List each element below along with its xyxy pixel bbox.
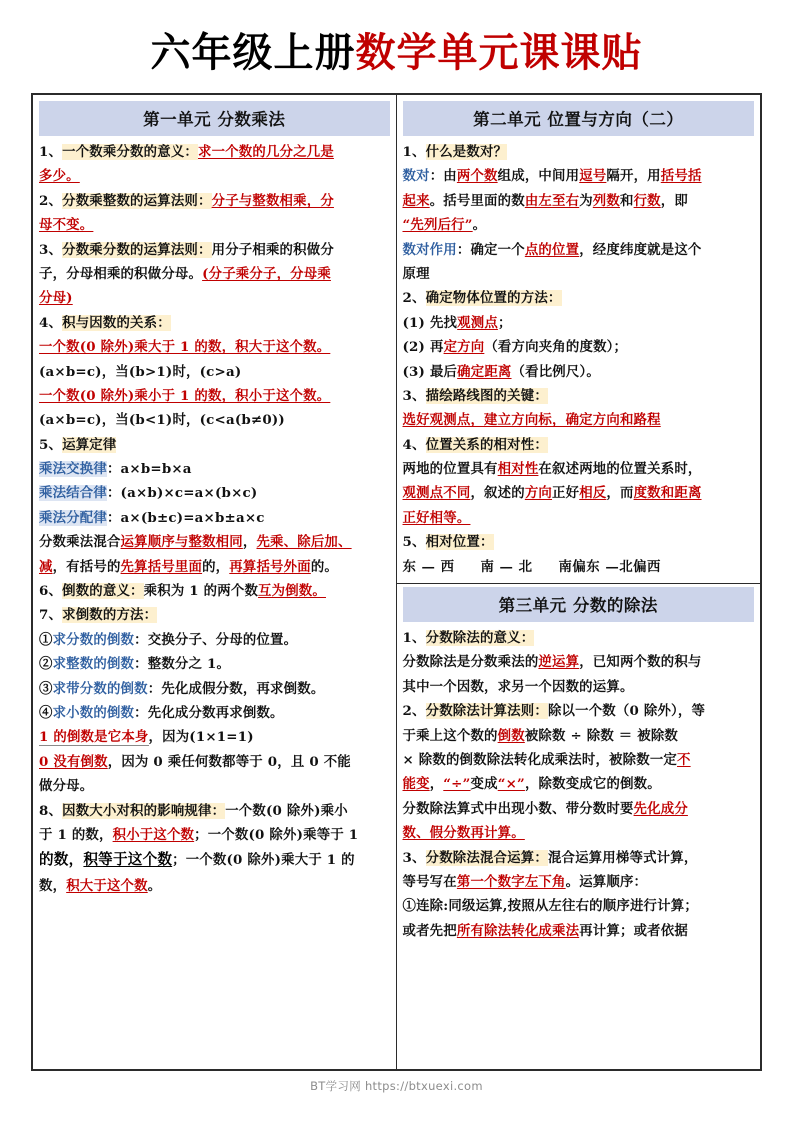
- unit1-item1-num: 1、: [39, 144, 63, 160]
- unit1-item4-r2: (a×b=c)，当(b>1)时，(c>a): [39, 363, 242, 380]
- unit2-item4-label: 位置关系的相对性：: [425, 436, 548, 453]
- unit3-item1-num: 1、: [402, 630, 426, 647]
- unit2-item2-p1-t2: ；: [497, 314, 512, 331]
- unit3-item2-r2: 不: [677, 751, 691, 768]
- page-title: [0, 0, 793, 86]
- unit1-item8-t7: 。: [147, 877, 162, 894]
- unit2-item4-r2: 观测点不同: [402, 485, 471, 502]
- unit2-item4-line4: [403, 506, 755, 530]
- unit2-item2-p1-r: 观测点: [457, 314, 498, 331]
- unit3-item1-t3: 其中一个因数，求另一个因数的运算。: [402, 678, 634, 695]
- unit2-item4-r3: 方向: [524, 485, 553, 502]
- unit2-item1-ut3: 原理: [402, 265, 430, 282]
- unit3-item3-r1: 第一个数字左下角: [456, 873, 566, 890]
- unit1-item8-t2: 于 1 的数，: [39, 826, 113, 843]
- unit1-item7-num: 7、: [39, 607, 63, 624]
- unit3-item3-s1: ①连除:同级运算,按照从左往右的顺序进行计算；: [402, 898, 698, 915]
- unit3-item1-line3: [403, 675, 755, 699]
- unit2-item1-dr1: 两个数: [456, 168, 498, 185]
- unit3-item2-line5: [403, 797, 755, 821]
- unit2-item1-def3: [403, 213, 755, 237]
- unit3-item3-line4: [403, 919, 755, 943]
- unit2-item1-dt1: ：由: [429, 168, 457, 185]
- unit1-header: 第一单元 分数乘法: [39, 101, 390, 136]
- site-footer: BT学习网 https://btxuexi.com: [310, 1079, 483, 1093]
- unit2-item2-step3: [403, 360, 755, 384]
- unit1-item7-n1-body: ，因为(1×1=1): [148, 729, 254, 746]
- unit1-item2-line1: [39, 189, 390, 213]
- unit3-item2-r1: 倒数: [497, 727, 525, 744]
- unit2-item1-use2: [403, 262, 755, 286]
- unit2-item1-dr8: “先列后行”: [402, 217, 473, 234]
- unit1-item8-t5: ；一个数(0 除外)乘大于 1 的: [172, 852, 355, 869]
- unit2-item5-c3: 南偏东 —北偏西: [558, 558, 661, 575]
- unit1-item8-r2: 积等于这个数: [83, 851, 173, 869]
- unit2-item1-line1: [403, 140, 755, 164]
- unit2-item5-label: 相对位置：: [425, 534, 494, 551]
- unit2-item1-num: 1、: [402, 144, 426, 160]
- unit2-item1-label: 什么是数对？: [425, 144, 508, 160]
- unit2-item1-use1: [403, 238, 755, 262]
- unit1-item7-s2-body: ：整数分之 1。: [134, 656, 231, 673]
- unit2-item5-line1: [403, 530, 755, 554]
- unit1-law1-body: ：a×b=b×a: [106, 461, 192, 478]
- unit3-item2-line6: [403, 821, 755, 845]
- unit2-item1-dr2: 逗号: [579, 168, 607, 185]
- unit1-item3-label: 分数乘分数的运算法则：: [62, 241, 212, 258]
- unit2-item4-line1: [403, 433, 755, 457]
- unit3-item3-line2: [403, 870, 755, 894]
- unit1-item4-rule3: [39, 384, 390, 408]
- unit1-mix-sep1: ，: [242, 534, 257, 551]
- unit3-item1-t1: 分数除法是分数乘法的: [402, 654, 539, 671]
- unit1-item7-s1-body: ：交换分子、分母的位置。: [134, 631, 298, 648]
- unit1-item7-s3-blue: 求带分数的倒数: [52, 680, 148, 697]
- unit2-item4-r4: 相反: [579, 485, 607, 502]
- unit2-item1-dt8: 。: [472, 217, 487, 234]
- unit2-item2-line1: [403, 286, 755, 310]
- unit2-item5-c2: 南 — 北: [480, 558, 533, 575]
- unit1-item5-law1: [39, 457, 390, 481]
- unit2-item2-p2-mark: (2): [402, 339, 426, 356]
- unit1-item3-num: 3、: [39, 241, 63, 258]
- unit3-item3-t3: 。运算顺序：: [565, 873, 648, 890]
- unit1-item7-s2-blue: 求整数的倒数: [52, 656, 135, 673]
- unit2-item4-t2: 在叙述两地的位置关系时，: [538, 461, 702, 478]
- unit1-item7-s1-blue: 求分数的倒数: [52, 631, 135, 648]
- unit2-item1-dr7: 行数: [633, 192, 661, 209]
- unit1-item3-d: 分母): [39, 290, 73, 307]
- unit2-item2-step2: [403, 335, 755, 359]
- unit3-item3-s2-r: 所有除法转化成乘法: [456, 922, 580, 939]
- unit3-item2-r3: 能变: [402, 776, 430, 793]
- unit3-item3-label: 分数除法混合运算：: [425, 849, 548, 866]
- unit2-item1-dr6: 列数: [592, 192, 620, 209]
- unit1-item7-n2-body: ，因为 0 乘任何数都等于 0，且 0 不能: [107, 753, 351, 770]
- unit3-item3-s2-t1: 或者先把: [402, 922, 457, 939]
- unit2-item2-p1-t1: 先找: [429, 314, 458, 331]
- unit1-item8-line4: [39, 874, 390, 898]
- unit1-item7-n1-red: 1 的倒数是它本身: [39, 729, 149, 746]
- unit1-item7-n2-body2: 做分母。: [39, 778, 94, 795]
- unit2-item1-dname: 数对: [402, 168, 430, 185]
- unit1-item4-r1: 一个数(0 除外)乘大于 1 的数，积大于这个数。: [39, 339, 331, 356]
- unit3-item2-line1: [403, 699, 755, 723]
- page-title-black: 六年级上册: [150, 29, 356, 76]
- unit1-item2-b: 母不变。: [39, 217, 94, 234]
- unit1-item1-line1: [39, 140, 390, 164]
- unit3-item2-r6: 先化成分: [633, 800, 688, 817]
- unit2-item4-t5: ，而: [606, 485, 634, 502]
- unit2-item4-line2: [403, 457, 755, 481]
- unit1-item5-law2: [39, 481, 390, 505]
- unit1-item3-line3: [39, 286, 390, 310]
- unit1-item7-s4-body: ：先化成分数再求倒数。: [134, 704, 284, 721]
- unit2-item3-label: 描绘路线图的关键：: [425, 387, 548, 404]
- unit1-item2-a: 分子与整数相乘，分: [211, 192, 334, 209]
- unit1-mix-t3: 的。: [310, 558, 339, 575]
- unit1-item8-r3: 积大于这个数: [66, 877, 148, 894]
- unit1-item4-num: 4、: [39, 314, 63, 331]
- unit3-item1-line2: [403, 650, 755, 674]
- unit3-item1-r1: 逆运算: [538, 654, 580, 671]
- unit3-item2-t5: ，: [429, 776, 444, 793]
- unit1-item8-line2: [39, 823, 390, 847]
- unit2-item2-p2-t1: 再: [429, 339, 444, 356]
- unit3-item2-t6: 变成: [470, 776, 498, 793]
- unit3-item2-t3: 被除数 ÷ 除数 ＝ 被除数: [524, 727, 679, 744]
- unit3-item1-label: 分数除法的意义：: [425, 630, 535, 647]
- unit3-header: 第三单元 分数的除法: [403, 587, 755, 622]
- unit3-item2-t1: 除以一个数（0 除外），等: [547, 703, 706, 720]
- unit2-item1-dt7: ，即: [660, 192, 688, 209]
- unit2-item1-ut2: ，经度纬度就是这个: [579, 241, 702, 258]
- unit3-item2-line2: [403, 724, 755, 748]
- unit2-item1-dt6: 和: [619, 192, 634, 209]
- unit1-item4-rule4: [39, 408, 390, 432]
- unit2-item4-r6: 正好相等。: [402, 509, 471, 526]
- unit-cell-divider: [397, 583, 761, 584]
- unit2-item4-num: 4、: [402, 436, 426, 453]
- unit1-item4-label: 积与因数的关系：: [62, 314, 171, 331]
- unit2-item2-p3-r: 确定距离: [457, 363, 512, 380]
- unit3-item2-t7: ，除数变成它的倒数。: [524, 776, 661, 793]
- unit2-item1-def2: [403, 189, 755, 213]
- unit1-item8-r1: 积小于这个数: [112, 826, 195, 843]
- content-table: [31, 93, 762, 1071]
- unit2-item2-p3-t2: （看比例尺）。: [511, 363, 600, 380]
- unit1-item4-rule2: [39, 360, 390, 384]
- unit3-item3-line1: [403, 846, 755, 870]
- unit2-item5-c1: 东 — 西: [402, 558, 455, 575]
- unit1-item8-t1: 一个数(0 除外)乘小: [225, 802, 348, 819]
- unit3-item3-line3: [403, 894, 755, 918]
- unit1-item3-c: (分子乘分子，分母乘: [202, 265, 331, 282]
- unit3-item2-line4: [403, 772, 755, 796]
- unit2-item2-step1: [403, 311, 755, 335]
- column-right: [397, 95, 761, 1069]
- unit1-mix-r1: 运算顺序与整数相同: [120, 534, 243, 551]
- unit1-law3-body: ：a×(b±c)=a×b±a×c: [106, 509, 265, 526]
- unit1-item1-line2: [39, 164, 390, 188]
- unit3-item1-t2: ，已知两个数的积与: [579, 654, 702, 671]
- unit1-item7-s1-mark: ①: [39, 631, 53, 648]
- unit2-item4-r5: 度数和距离: [633, 485, 702, 502]
- unit1-mix-t1: ，有括号的: [52, 558, 121, 575]
- unit2-item4-r1: 相对性: [497, 461, 539, 478]
- unit2-item4-t3: ，叙述的: [470, 485, 525, 502]
- unit2-item1-dt4: 。括号里面的数: [429, 192, 525, 209]
- unit1-item4-line1: [39, 311, 390, 335]
- unit3-item2-r5: “×”: [497, 776, 525, 793]
- unit2-item5-pairs: [403, 555, 755, 579]
- unit1-mix-lead: 分数乘法混合: [39, 534, 121, 551]
- unit1-item1-label: 一个数乘分数的意义：: [62, 144, 199, 160]
- unit1-item7-sub3: [39, 677, 390, 701]
- unit1-item7-note2: [39, 750, 390, 774]
- unit3-item3-t2: 等号写在: [402, 873, 457, 890]
- unit2-header: 第二单元 位置与方向（二）: [403, 101, 755, 136]
- unit1-item5-num: 5、: [39, 436, 63, 453]
- unit1-item6-label: 倒数的意义：: [62, 583, 144, 600]
- unit2-item3-num: 3、: [402, 387, 426, 404]
- unit2-item1-dt2: 组成，中间用: [497, 168, 580, 185]
- unit1-item2-label: 分数乘整数的运算法则：: [62, 192, 212, 209]
- unit2-item2-p1-mark: (1): [402, 314, 426, 331]
- unit1-item8-label: 因数大小对积的影响规律：: [62, 802, 226, 819]
- unit1-item6-t1: 乘积为 1 的两个数: [143, 583, 259, 600]
- unit1-mix-r5: 再算括号外面: [229, 558, 311, 575]
- unit2-item5-num: 5、: [402, 534, 426, 551]
- unit2-item1-dr3: 括号括: [660, 168, 702, 185]
- unit2-item4-line3: [403, 481, 755, 505]
- unit1-item7-sub1: [39, 628, 390, 652]
- unit1-item7-n2-red: 0 没有倒数: [39, 753, 108, 770]
- unit2-item3-r1: 选好观测点，建立方向标，确定方向和路程: [402, 412, 661, 429]
- unit1-item7-line1: [39, 603, 390, 627]
- unit2-item1-dt5: 为: [579, 192, 593, 209]
- unit1-item2-line2: [39, 213, 390, 237]
- unit2-item4-t1: 两地的位置具有: [402, 461, 498, 478]
- unit2-item1-ut1: ：确定一个: [456, 241, 525, 258]
- unit2-item3-line1: [403, 384, 755, 408]
- unit1-mix-r4: 先算括号里面: [120, 558, 203, 575]
- unit1-item3-line1: [39, 238, 390, 262]
- unit1-item3-a: 用分子相乘的积做分: [211, 241, 334, 258]
- unit3-item2-num: 2、: [402, 703, 426, 720]
- unit2-item2-p2-r: 定方向: [443, 339, 485, 356]
- unit1-item6-r1: 互为倒数。: [258, 583, 326, 600]
- unit1-item7-note3: [39, 774, 390, 798]
- unit2-item2-num: 2、: [402, 290, 426, 307]
- unit1-item7-s3-mark: ③: [39, 680, 53, 697]
- unit1-item4-r4: (a×b=c)，当(b<1)时，(c<a(b≠0)): [39, 412, 285, 429]
- unit1-item8-t4: 的数，: [39, 851, 84, 869]
- unit3-item2-line3: [403, 748, 755, 772]
- unit1-law1-name: 乘法交换律: [39, 461, 107, 478]
- unit1-item1-b: 多少。: [39, 168, 80, 185]
- unit1-law2-body: ：(a×b)×c=a×(b×c): [106, 485, 258, 502]
- unit1-item6-line1: [39, 579, 390, 603]
- unit1-mix-t2: 的，: [202, 558, 230, 575]
- unit1-item5-law3: [39, 506, 390, 530]
- unit3-item1-line1: [403, 626, 755, 650]
- unit1-item5-mix2: [39, 555, 390, 579]
- unit1-item3-line2: [39, 262, 390, 286]
- unit1-item8-num: 8、: [39, 802, 63, 819]
- unit1-item7-sub4: [39, 701, 390, 725]
- unit1-item8-t3: ；一个数(0 除外)乘等于 1: [194, 826, 359, 843]
- unit1-item7-sub2: [39, 652, 390, 676]
- unit3-item2-t4: × 除数的倒数除法转化成乘法时，被除数一定: [402, 751, 678, 768]
- unit1-item5-line1: [39, 433, 390, 457]
- unit3-item2-label: 分数除法计算法则：: [425, 703, 548, 720]
- unit3-item3-t1: 混合运算用梯等式计算，: [547, 849, 698, 866]
- unit3-item3-num: 3、: [402, 849, 426, 866]
- unit1-item7-s3-body: ：先化成假分数，再求倒数。: [147, 680, 325, 697]
- unit1-item4-rule1: [39, 335, 390, 359]
- unit2-item1-dr5: 由左至右: [524, 192, 580, 209]
- unit3-item2-t8: 分数除法算式中出现小数、带分数时要: [402, 800, 634, 817]
- unit1-item8-t6: 数，: [39, 877, 67, 894]
- unit2-item1-dt3: 隔开，用: [606, 168, 661, 185]
- unit2-item4-t4: 正好: [552, 485, 580, 502]
- unit2-item1-dr4: 起来: [402, 192, 430, 209]
- unit2-item2-p2-t2: （看方向夹角的度数）；: [484, 339, 628, 356]
- column-left: [33, 95, 397, 1069]
- unit1-law3-name: 乘法分配律: [39, 509, 107, 526]
- unit2-item1-ur1: 点的位置: [524, 241, 580, 258]
- unit2-item2-label: 确定物体位置的方法：: [425, 290, 562, 307]
- unit1-item8-line1: [39, 799, 390, 823]
- unit2-item2-p3-t1: 最后: [429, 363, 458, 380]
- unit3-item3-s2-t2: 再计算；或者依据: [579, 922, 688, 939]
- unit1-mix-r2: 先乘、除后加、: [256, 534, 352, 551]
- unit3-item2-r7: 数、假分数再计算。: [402, 825, 525, 842]
- unit3-item2-r4: “÷”: [443, 776, 471, 793]
- unit1-item3-b: 子，分母相乘的积做分母。: [39, 265, 203, 282]
- unit1-item2-num: 2、: [39, 192, 63, 209]
- unit1-item7-note1: [39, 725, 390, 749]
- unit1-item5-label: 运算定律: [62, 436, 117, 453]
- unit1-item8-line3: [39, 847, 390, 874]
- unit1-mix-r3: 减: [39, 558, 53, 575]
- unit1-item7-s4-mark: ④: [39, 704, 53, 721]
- unit1-item4-r3: 一个数(0 除外)乘小于 1 的数，积小于这个数。: [39, 387, 331, 404]
- unit3-item2-t2: 于乘上这个数的: [402, 727, 498, 744]
- unit1-item7-label: 求倒数的方法：: [62, 607, 158, 624]
- unit2-item1-def1: [403, 164, 755, 188]
- unit2-item3-line2: [403, 408, 755, 432]
- unit1-item7-s4-blue: 求小数的倒数: [52, 704, 135, 721]
- unit2-item1-uname: 数对作用: [402, 241, 457, 258]
- unit1-item7-s2-mark: ②: [39, 656, 53, 673]
- unit1-item5-mix1: [39, 530, 390, 554]
- unit1-item1-a: 求一个数的几分之几是: [198, 144, 334, 160]
- unit1-law2-name: 乘法结合律: [39, 485, 107, 502]
- page-title-red: 数学单元课课贴: [355, 29, 643, 76]
- unit1-item6-num: 6、: [39, 583, 63, 600]
- unit2-item2-p3-mark: (3): [402, 363, 426, 380]
